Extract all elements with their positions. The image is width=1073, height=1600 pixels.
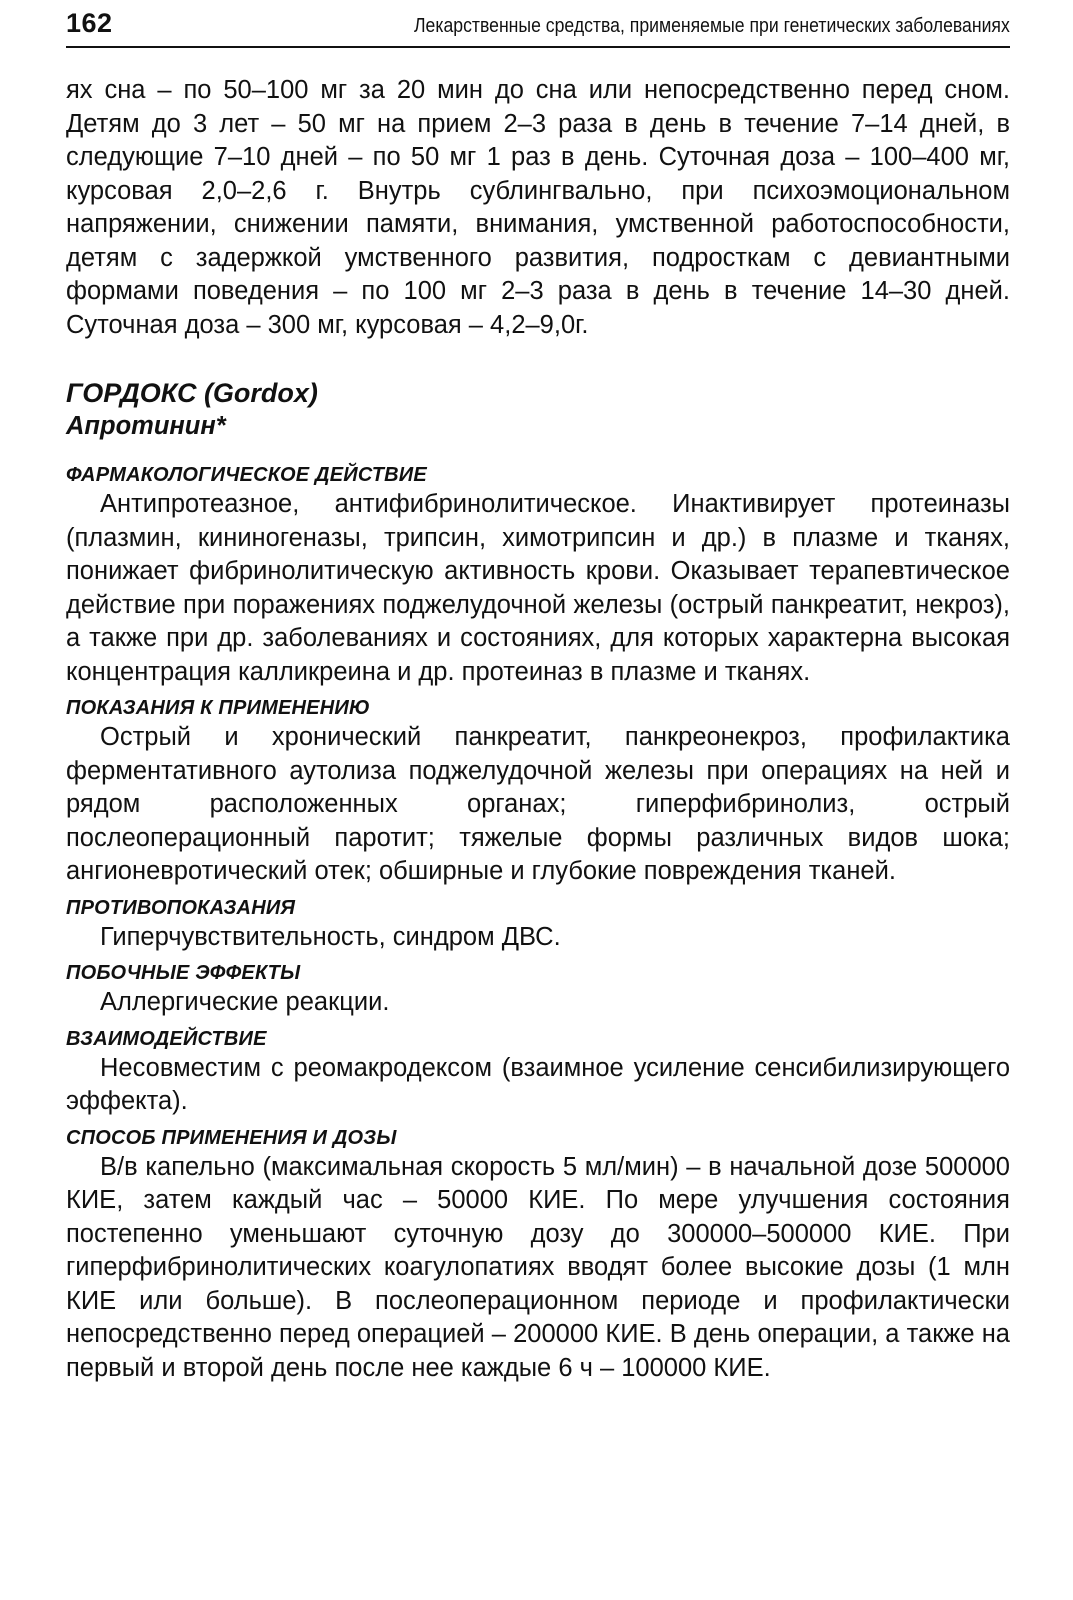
drug-title: ГОРДОКС (Gordox) [66, 378, 318, 408]
page-header [66, 8, 1010, 48]
section-heading-side-effects: ПОБОЧНЫЕ ЭФФЕКТЫ [66, 962, 301, 984]
book-page [66, 8, 1010, 1385]
section-heading-pharmacology: ФАРМАКОЛОГИЧЕСКОЕ ДЕЙСТВИЕ [66, 464, 427, 486]
running-title: Лекарственные средства, применяемые при генетических заболеваниях [414, 14, 1010, 37]
section-heading-interaction: ВЗАИМОДЕЙСТВИЕ [66, 1027, 267, 1050]
section-heading-contraindications: ПРОТИВОПОКАЗАНИЯ [66, 896, 296, 919]
section-heading-dosage: СПОСОБ ПРИМЕНЕНИЯ И ДОЗЫ [66, 1126, 397, 1149]
section-text-indications: Острый и хронический панкреатит, панкреонекроз, профилактика ферментативного аутолиза поджелудочной железы при операциях на ней и рядом расположенных органах; гиперфибринолиз, острый послеоперационный паротит; тяжелые формы различных видов шока; ангионевротический отек; обширные и глубокие повреждения тканей. [66, 723, 1010, 885]
section-text-interaction: Несовместим с реомакродексом (взаимное усиление сенсибилизирующего эффекта). [66, 1053, 1010, 1115]
section-text-contraindications: Гиперчувствительность, синдром ДВС. [100, 922, 561, 951]
section-text-side-effects: Аллергические реакции. [100, 988, 390, 1016]
intro-paragraph: ях сна – по 50–100 мг за 20 мин до сна или непосредственно перед сном. Детям до 3 лет – 50 мг на прием 2–3 раза в день в течение 7–14 дней, в следующие 7–10 дней – по 50 мг 1 раз в день. Суточная доза – 100–400 мг, курсовая 2,0–2,6 г. Внутрь сублингвально, при психоэмоциональном напряжении, снижении памяти, внимания, умственной работоспособности, детям с задержкой умственного развития, подросткам с девиантными формами поведения – по 100 мг 2–3 раза в день в течение 14–30 дней. Суточная доза – 300 мг, курсовая – 4,2–9,0г. [66, 76, 1010, 339]
page-number: 162 [66, 8, 113, 38]
section-text-pharmacology: Антипротеазное, антифибринолитическое. Инактивирует протеиназы (плазмин, кининогеназы, трипсин, химотрипсин и др.) в плазме и тканях, понижает фибринолитическую активность крови. Оказывает терапевтическое действие при поражениях поджелудочной железы (острый панкреатит, некроз), а также при др. заболеваниях и состояниях, для которых характерна высокая концентрация калликреина и др. протеиназ в плазме и тканях. [66, 490, 1010, 686]
section-heading-indications: ПОКАЗАНИЯ К ПРИМЕНЕНИЮ [66, 697, 370, 719]
section-text-dosage: В/в капельно (максимальная скорость 5 мл/мин) – в начальной дозе 500000 КИЕ, затем каждый час – 50000 КИЕ. По мере улучшения состояния постепенно уменьшают суточную дозу до 300000–500000 КИЕ. При гиперфибринолитических коагулопатиях вводят более высокие дозы (1 млн КИЕ или больше). В послеоперационном периоде и профилактически непосредственно перед операцией – 200000 КИЕ. В день операции, а также на первый и второй день после нее каждые 6 ч – 100000 КИЕ. [66, 1152, 1010, 1382]
drug-inn: Апротинин* [66, 412, 226, 440]
